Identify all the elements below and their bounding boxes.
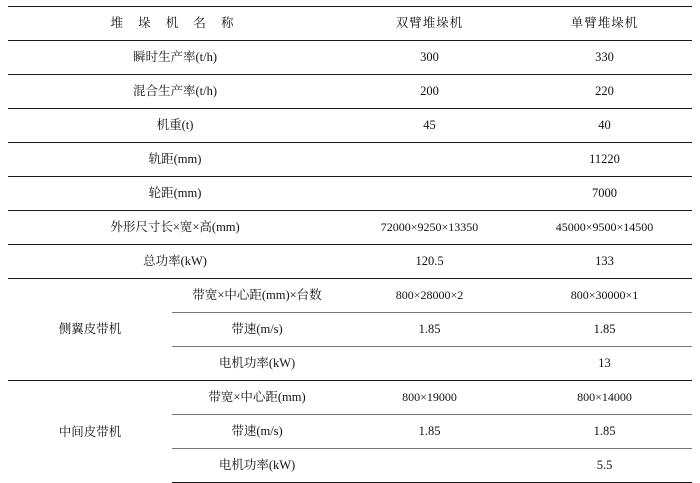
row-sublabel: 电机功率(kW) — [172, 449, 342, 483]
table-row — [8, 177, 692, 211]
table-row — [8, 279, 692, 313]
table-row — [8, 245, 692, 279]
table-row — [8, 109, 692, 143]
row-value-a: 200 — [342, 75, 517, 109]
table-row — [8, 41, 692, 75]
row-value-b: 13 — [517, 347, 692, 381]
table-row — [8, 211, 692, 245]
row-value-b: 800×14000 — [517, 381, 692, 415]
row-value-a: 800×28000×2 — [342, 279, 517, 313]
row-value-b: 220 — [517, 75, 692, 109]
row-value-b: 5.5 — [517, 449, 692, 483]
stacker-spec-table — [8, 6, 692, 483]
row-sublabel: 带速(m/s) — [172, 313, 342, 347]
row-value-b: 11220 — [517, 143, 692, 177]
row-label: 混合生产率(t/h) — [8, 75, 342, 109]
row-sublabel: 带宽×中心距(mm) — [172, 381, 342, 415]
row-value-a — [342, 449, 517, 483]
row-value-b: 45000×9500×14500 — [517, 211, 692, 245]
row-value-b: 800×30000×1 — [517, 279, 692, 313]
row-value-a: 120.5 — [342, 245, 517, 279]
row-group-label: 侧翼皮带机 — [8, 279, 172, 381]
row-value-b: 330 — [517, 41, 692, 75]
row-value-a: 300 — [342, 41, 517, 75]
row-group-label: 中间皮带机 — [8, 381, 172, 483]
header-row-label: 堆 垛 机 名 称 — [8, 7, 342, 41]
row-value-b: 40 — [517, 109, 692, 143]
row-value-b: 133 — [517, 245, 692, 279]
row-label: 外形尺寸长×宽×高(mm) — [8, 211, 342, 245]
row-label: 总功率(kW) — [8, 245, 342, 279]
table-header-row — [8, 7, 692, 41]
row-label: 机重(t) — [8, 109, 342, 143]
row-value-a: 45 — [342, 109, 517, 143]
table-row — [8, 75, 692, 109]
row-value-a — [342, 177, 517, 211]
row-value-a: 72000×9250×13350 — [342, 211, 517, 245]
row-value-b: 7000 — [517, 177, 692, 211]
table-row — [8, 143, 692, 177]
row-value-a: 1.85 — [342, 415, 517, 449]
table-row — [8, 381, 692, 415]
header-col-a: 双臂堆垛机 — [342, 7, 517, 41]
row-value-a — [342, 347, 517, 381]
row-sublabel: 带速(m/s) — [172, 415, 342, 449]
row-sublabel: 电机功率(kW) — [172, 347, 342, 381]
row-value-b: 1.85 — [517, 313, 692, 347]
row-sublabel: 带宽×中心距(mm)×台数 — [172, 279, 342, 313]
row-value-a: 1.85 — [342, 313, 517, 347]
header-col-b: 单臂堆垛机 — [517, 7, 692, 41]
row-value-a: 800×19000 — [342, 381, 517, 415]
row-value-a — [342, 143, 517, 177]
row-label: 轨距(mm) — [8, 143, 342, 177]
row-label: 轮距(mm) — [8, 177, 342, 211]
row-label: 瞬时生产率(t/h) — [8, 41, 342, 75]
row-value-b: 1.85 — [517, 415, 692, 449]
